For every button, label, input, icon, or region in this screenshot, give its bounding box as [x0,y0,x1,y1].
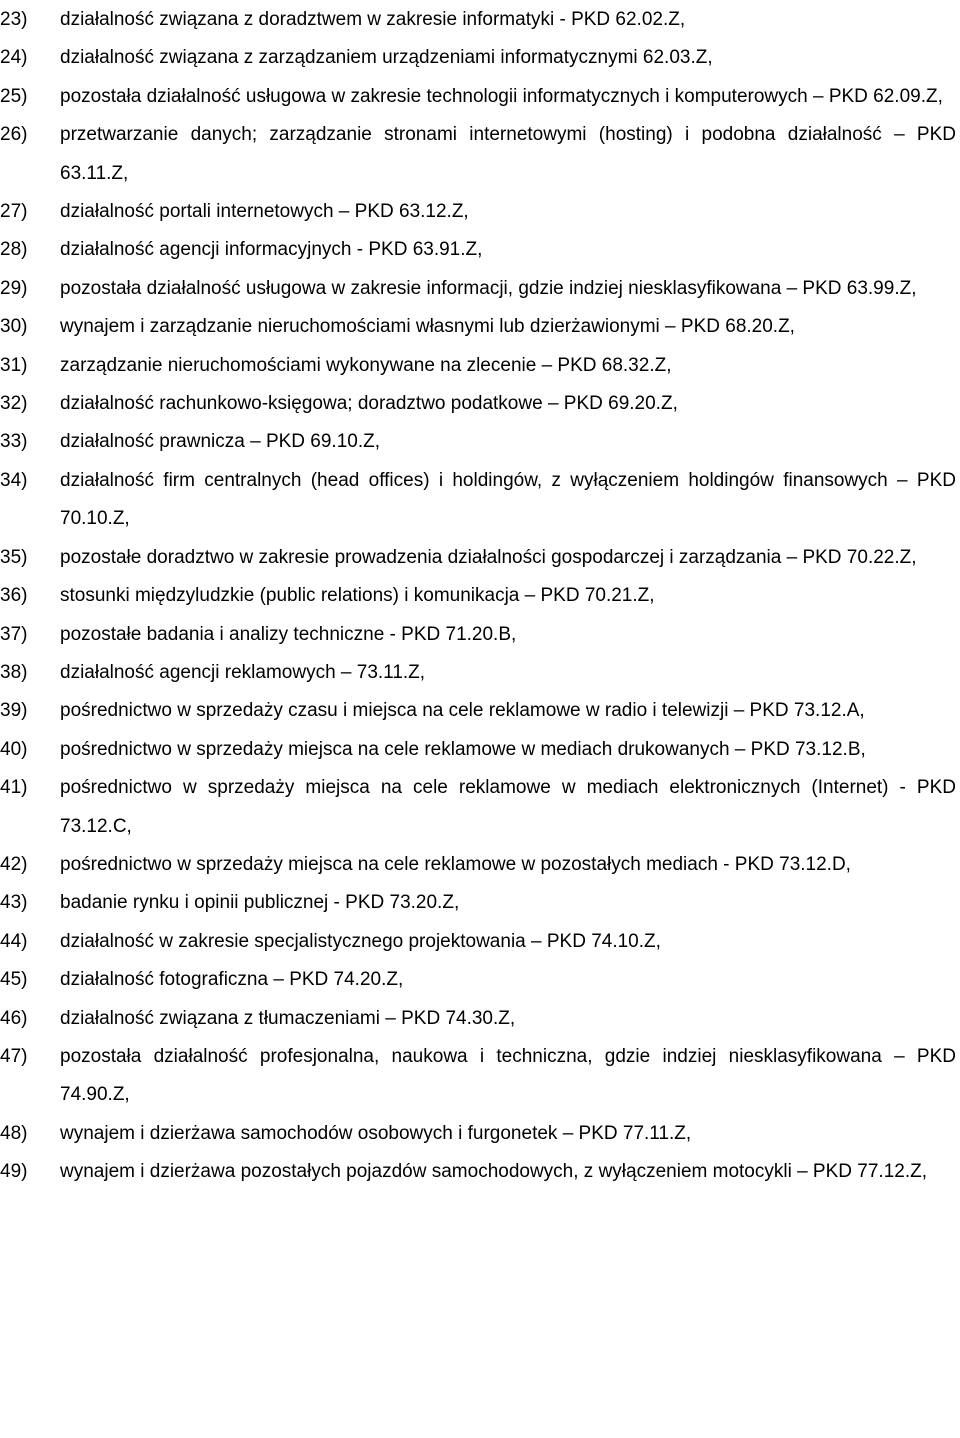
list-item [0,616,960,654]
list-item-number: 46) [0,1007,28,1029]
list-item-text: działalność związana z doradztwem w zakresie informatyki - PKD 62.02.Z, [60,9,686,30]
list-item-text: działalność fotograficzna – PKD 74.20.Z, [60,969,404,991]
list-item-number: 26) [0,124,28,146]
list-item [0,193,960,231]
list-item-number: 27) [0,201,28,223]
list-item-number: 30) [0,316,28,338]
list-item-number: 24) [0,47,28,69]
list-item [0,846,960,884]
list-item-text: pośrednictwo w sprzedaży miejsca na cele reklamowe w mediach elektronicznych (Internet) - PKD 73.12.C, [60,777,956,837]
list-item [0,78,960,116]
list-item-number: 43) [0,892,28,914]
list-item [0,961,960,999]
list-item-number: 37) [0,623,28,645]
list-item-text: pozostała działalność usługowa w zakresie informacji, gdzie indziej niesklasyfikowana – PKD 63.99.Z, [60,277,917,299]
list-item-number: 45) [0,969,28,991]
list-item-text: działalność w zakresie specjalistycznego projektowania – PKD 74.10.Z, [60,930,661,952]
list-item-text: badanie rynku i opinii publicznej - PKD 73.20.Z, [60,892,460,914]
list-item [0,577,960,615]
list-item-text: działalność związana z zarządzaniem urządzeniami informatycznymi 62.03.Z, [60,47,713,69]
list-item-number: 40) [0,738,28,760]
list-item [0,231,960,269]
list-item-number: 41) [0,777,28,799]
list-item [0,654,960,692]
list-item-number: 38) [0,661,28,683]
list-item [0,539,960,577]
list-item-number: 32) [0,393,28,415]
list-item-text: stosunki międzyludzkie (public relations) i komunikacja – PKD 70.21.Z, [60,585,655,607]
list-item [0,462,960,539]
list-item-text: wynajem i dzierżawa pozostałych pojazdów samochodowych, z wyłączeniem motocykli – PKD 77.12.Z, [60,1161,927,1183]
list-item [0,923,960,961]
list-item-text: działalność agencji reklamowych – 73.11.Z, [60,661,426,683]
list-item-number: 35) [0,546,28,568]
list-item-number: 23) [0,9,28,30]
list-item-text: pośrednictwo w sprzedaży czasu i miejsca na cele reklamowe w radio i telewizji – PKD 73.12.A, [60,700,865,722]
list-item-number: 42) [0,853,28,875]
list-item-number: 39) [0,700,28,722]
list-item-number: 25) [0,85,28,107]
list-item-text: wynajem i zarządzanie nieruchomościami własnymi lub dzierżawionymi – PKD 68.20.Z, [60,316,795,338]
list-item [0,308,960,346]
list-item [0,1115,960,1153]
list-item-number: 29) [0,277,28,299]
list-item-text: pozostała działalność usługowa w zakresie technologii informatycznych i komputerowych – PKD 62.09.Z, [60,85,943,107]
list-item-text: działalność portali internetowych – PKD 63.12.Z, [60,201,469,223]
list-item-text: działalność związana z tłumaczeniami – PKD 74.30.Z, [60,1007,516,1029]
list-item [0,385,960,423]
list-item [0,731,960,769]
list-item-number: 47) [0,1045,28,1067]
list-item [0,1,960,39]
list-item-number: 33) [0,431,28,453]
list-item-number: 31) [0,354,28,376]
list-item-text: działalność rachunkowo-księgowa; doradztwo podatkowe – PKD 69.20.Z, [60,393,678,415]
list-item [0,692,960,730]
list-item [0,1000,960,1038]
list-item-number: 28) [0,239,28,261]
list-item-text: pośrednictwo w sprzedaży miejsca na cele reklamowe w mediach drukowanych – PKD 73.12.B, [60,738,866,760]
list-item [0,270,960,308]
list-item [0,1153,960,1191]
list-item-text: pozostałe doradztwo w zakresie prowadzenia działalności gospodarczej i zarządzania – PKD 70.22.Z, [60,546,917,568]
list-item-number: 49) [0,1161,28,1183]
list-item [0,39,960,77]
list-item [0,1038,960,1115]
list-item-text: działalność prawnicza – PKD 69.10.Z, [60,431,380,453]
list-item [0,116,960,193]
list-item-number: 34) [0,469,28,491]
list-item-number: 44) [0,930,28,952]
list-item-text: pozostała działalność profesjonalna, naukowa i techniczna, gdzie indziej niesklasyfikowana – PKD 74.90.Z, [60,1045,956,1106]
list-item [0,423,960,461]
list-item [0,884,960,922]
list-item-number: 48) [0,1122,28,1144]
list-item-number: 36) [0,585,28,607]
list-item-text: działalność agencji informacyjnych - PKD 63.91.Z, [60,239,483,261]
list-item [0,769,960,846]
list-item-text: działalność firm centralnych (head offices) i holdingów, z wyłączeniem holdingów finansowych – PKD 70.10.Z, [60,469,956,530]
list-item-text: przetwarzanie danych; zarządzanie stronami internetowymi (hosting) i podobna działalność – PKD 63.11.Z, [60,124,956,184]
list-item-text: pośrednictwo w sprzedaży miejsca na cele reklamowe w pozostałych mediach - PKD 73.12.D, [60,853,851,875]
list-item-text: pozostałe badania i analizy techniczne - PKD 71.20.B, [60,623,517,645]
list-item-text: zarządzanie nieruchomościami wykonywane na zlecenie – PKD 68.32.Z, [60,354,672,376]
list-item-text: wynajem i dzierżawa samochodów osobowych i furgonetek – PKD 77.11.Z, [60,1122,692,1144]
list-item [0,347,960,385]
